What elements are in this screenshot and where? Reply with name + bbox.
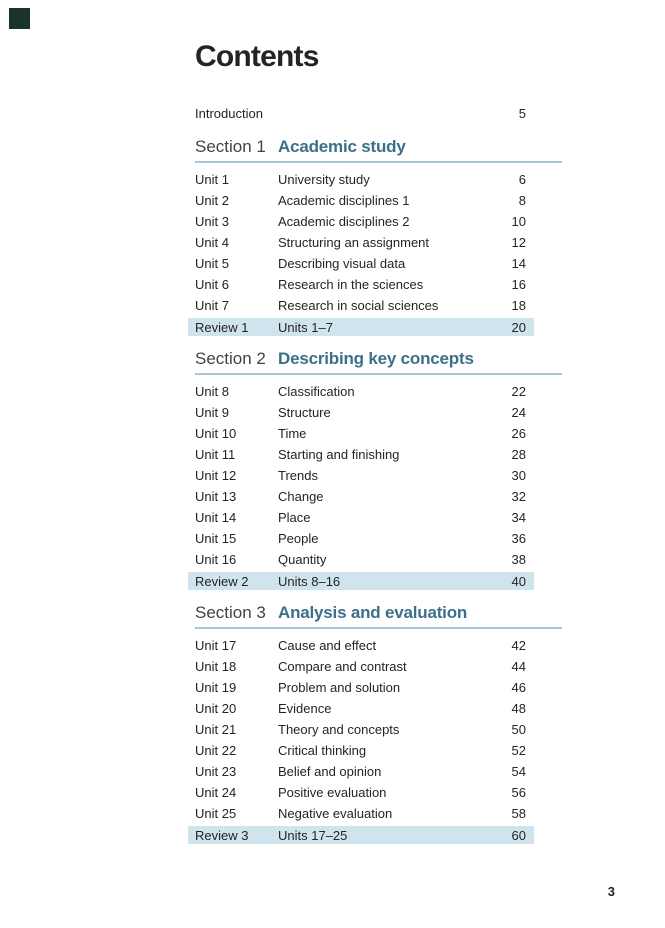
unit-label: Unit 22 [195, 743, 237, 758]
toc-entry [195, 402, 526, 423]
unit-title: Evidence [278, 701, 332, 716]
unit-title: Belief and opinion [278, 764, 382, 779]
review-label: Review 3 [195, 827, 249, 843]
toc-entry [195, 423, 526, 444]
unit-label: Unit 20 [195, 701, 237, 716]
unit-title: Place [278, 510, 311, 525]
unit-title: Change [278, 489, 324, 504]
section-label: Section 1 [195, 137, 266, 156]
unit-label: Unit 23 [195, 764, 237, 779]
unit-label: Unit 9 [195, 405, 229, 420]
section-header [195, 603, 562, 629]
review-row [188, 318, 534, 336]
review-label: Review 1 [195, 319, 249, 335]
sections [195, 137, 562, 844]
unit-page-number: 8 [518, 193, 526, 208]
review-title: Units 8–16 [278, 573, 341, 589]
toc-entry-introduction [195, 103, 526, 124]
unit-page-number: 22 [511, 384, 526, 399]
unit-label: Unit 24 [195, 785, 237, 800]
review-page-number: 60 [511, 827, 526, 843]
entry-page-number: 5 [518, 106, 526, 121]
contents-page [195, 0, 562, 844]
unit-label: Unit 4 [195, 235, 229, 250]
toc-entry [195, 761, 526, 782]
toc-entry [195, 782, 526, 803]
unit-label: Unit 13 [195, 489, 237, 504]
section-header [195, 349, 562, 375]
review-title: Units 1–7 [278, 319, 333, 335]
unit-title: Positive evaluation [278, 785, 387, 800]
toc-entry [195, 740, 526, 761]
toc-entry [195, 677, 526, 698]
toc-entry [195, 698, 526, 719]
unit-title: Quantity [278, 552, 327, 567]
unit-page-number: 12 [511, 235, 526, 250]
review-page-number: 20 [511, 319, 526, 335]
unit-label: Unit 25 [195, 806, 237, 821]
corner-tab [9, 8, 30, 29]
unit-label: Unit 17 [195, 638, 237, 653]
section-header [195, 137, 562, 163]
review-label: Review 2 [195, 573, 249, 589]
unit-title: Structure [278, 405, 331, 420]
unit-page-number: 14 [511, 256, 526, 271]
unit-page-number: 24 [511, 405, 526, 420]
unit-page-number: 38 [511, 552, 526, 567]
toc-entry [195, 507, 526, 528]
toc-entry [195, 528, 526, 549]
toc-entry [195, 232, 526, 253]
unit-page-number: 44 [511, 659, 526, 674]
page-title: Contents [195, 40, 319, 73]
unit-title: Trends [278, 468, 318, 483]
unit-page-number: 58 [511, 806, 526, 821]
unit-label: Unit 18 [195, 659, 237, 674]
review-row [188, 572, 534, 590]
toc-entry [195, 211, 526, 232]
unit-page-number: 52 [511, 743, 526, 758]
unit-page-number: 10 [511, 214, 526, 229]
toc-entry [195, 444, 526, 465]
toc-entry [195, 465, 526, 486]
toc-section [195, 137, 562, 336]
unit-label: Unit 14 [195, 510, 237, 525]
unit-title: Academic disciplines 2 [278, 214, 410, 229]
unit-page-number: 32 [511, 489, 526, 504]
unit-label: Unit 11 [195, 447, 236, 462]
toc-section [195, 349, 562, 590]
unit-title: Problem and solution [278, 680, 401, 695]
section-rows [195, 169, 562, 336]
unit-page-number: 28 [511, 447, 526, 462]
section-title: Describing key concepts [278, 349, 474, 368]
toc-entry [195, 549, 526, 570]
unit-title: Cause and effect [278, 638, 377, 653]
toc-entry [195, 169, 526, 190]
unit-label: Unit 19 [195, 680, 237, 695]
unit-label: Unit 5 [195, 256, 229, 271]
unit-page-number: 18 [511, 298, 526, 313]
unit-title: Classification [278, 384, 355, 399]
toc-entry [195, 295, 526, 316]
section-rows [195, 381, 562, 590]
unit-label: Unit 6 [195, 277, 229, 292]
unit-title: Negative evaluation [278, 806, 393, 821]
unit-page-number: 26 [511, 426, 526, 441]
toc-entry [195, 486, 526, 507]
unit-title: Time [278, 426, 307, 441]
unit-page-number: 54 [511, 764, 526, 779]
toc-entry [195, 719, 526, 740]
unit-title: Theory and concepts [278, 722, 400, 737]
unit-page-number: 6 [518, 172, 526, 187]
folio-page-number: 3 [607, 884, 615, 899]
toc-section [195, 603, 562, 844]
unit-page-number: 36 [511, 531, 526, 546]
unit-page-number: 16 [511, 277, 526, 292]
unit-label: Unit 12 [195, 468, 237, 483]
unit-page-number: 34 [511, 510, 526, 525]
unit-title: Critical thinking [278, 743, 367, 758]
unit-label: Unit 8 [195, 384, 229, 399]
unit-page-number: 56 [511, 785, 526, 800]
section-title: Academic study [278, 137, 406, 156]
unit-title: Research in the sciences [278, 277, 424, 292]
section-label: Section 3 [195, 603, 266, 622]
unit-title: Academic disciplines 1 [278, 193, 410, 208]
unit-page-number: 46 [511, 680, 526, 695]
unit-label: Unit 10 [195, 426, 237, 441]
unit-title: Research in social sciences [278, 298, 439, 313]
unit-title: Structuring an assignment [278, 235, 430, 250]
section-label: Section 2 [195, 349, 266, 368]
toc-entry [195, 381, 526, 402]
unit-page-number: 42 [511, 638, 526, 653]
unit-label: Unit 3 [195, 214, 229, 229]
unit-title: Starting and finishing [278, 447, 400, 462]
toc-entry [195, 190, 526, 211]
entry-label: Introduction [195, 106, 263, 121]
unit-page-number: 50 [511, 722, 526, 737]
unit-label: Unit 2 [195, 193, 229, 208]
unit-title: People [278, 531, 319, 546]
section-title: Analysis and evaluation [278, 603, 468, 622]
unit-page-number: 48 [511, 701, 526, 716]
review-row [188, 826, 534, 844]
unit-label: Unit 1 [195, 172, 229, 187]
unit-label: Unit 16 [195, 552, 237, 567]
unit-title: University study [278, 172, 370, 187]
unit-page-number: 30 [511, 468, 526, 483]
unit-label: Unit 7 [195, 298, 229, 313]
toc-entry [195, 656, 526, 677]
toc-entry [195, 803, 526, 824]
unit-label: Unit 21 [195, 722, 237, 737]
unit-title: Compare and contrast [278, 659, 407, 674]
unit-label: Unit 15 [195, 531, 237, 546]
review-title: Units 17–25 [278, 827, 348, 843]
toc-entry [195, 635, 526, 656]
section-rows [195, 635, 562, 844]
review-page-number: 40 [511, 573, 526, 589]
toc-entry [195, 253, 526, 274]
unit-title: Describing visual data [278, 256, 406, 271]
toc-entry [195, 274, 526, 295]
